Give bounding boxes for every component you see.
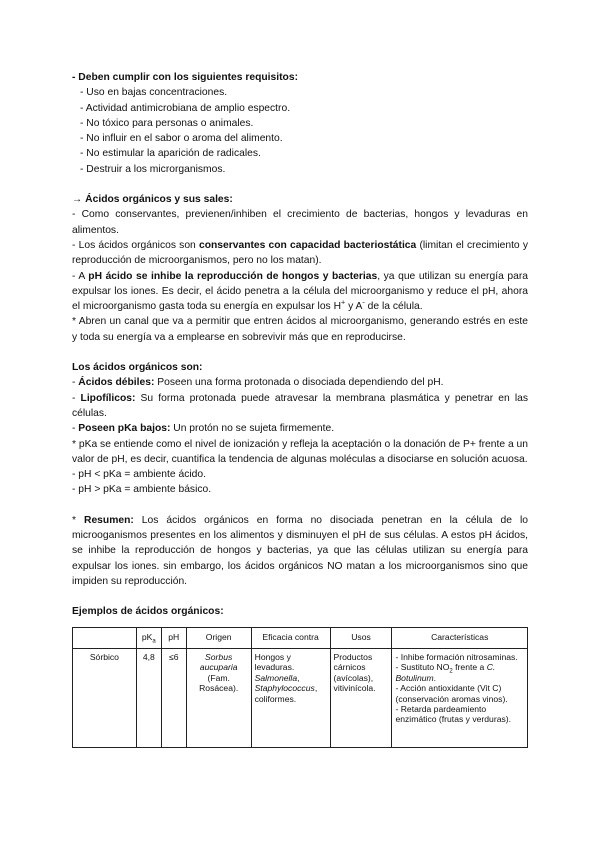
document-page	[72, 70, 528, 620]
table-header-row	[73, 628, 528, 649]
cell-usos: Productos cárnicos (avícolas), vitivinícola.	[330, 649, 392, 748]
header-origen: Origen	[186, 628, 251, 649]
header-pka: $pK_a$	[136, 628, 161, 649]
header-usos: Usos	[330, 628, 392, 649]
acidos-table	[72, 627, 528, 748]
item-pka-bajos: - Poseen pKa bajos: Un protón no se sujeta firmemente.	[72, 423, 335, 435]
paragraph-ph-acido: - A pH ácido se inhibe la reproducción de hongos y bacterias, ya que utilizan su energía para expulsar los iones. Es decir, el ácido penetra a la célula del microorganismo y reduce el pH, ahora el microorganismo gasta toda su energía en expulsar los H+ y A- de la célula.	[72, 270, 528, 313]
item-acidos-debiles: - Ácidos débiles: Poseen una forma protonada o disociada dependiendo del pH.	[72, 377, 444, 389]
header-ph: pH	[161, 628, 186, 649]
cell-pka: 4,8	[136, 649, 161, 748]
resumen-paragraph: * Resumen: Los ácidos orgánicos en forma no disociada penetran en la célula de lo microoganismos presentes en los alimentos y disminuyen el pH de sus células. A estos pH ácidos, se inhibe la reproducción de hongos y bacterias, ya que las células utilizan su energía para expulsar los iones. sin embargo, los ácidos orgánicos NO matan a los microorganismos sino que impiden su reproducción.	[72, 514, 528, 587]
header-eficacia: Eficacia contra	[251, 628, 330, 649]
ph-acido-line: - pH < pKa = ambiente ácido.	[72, 469, 206, 481]
header-blank	[73, 628, 137, 649]
cell-caracteristicas: - Inhibe formación nitrosaminas. - Sustituto $NO_2$ frente a C. Botulinum. - Acción antioxidante (Vit C) (conservación aromas vinos). - Retarda pardeamiento enzimático (frutas y verduras).	[392, 649, 528, 748]
requisitos-heading: - Deben cumplir con los siguientes requisitos:	[72, 72, 298, 83]
paragraph-bacteriostatica: - Los ácidos orgánicos son conservantes con capacidad bacteriostática (limitan el crecimiento y reproducción de microorganismos, pero no los matan).	[72, 239, 528, 267]
requisito-item: - Uso en bajas concentraciones.	[80, 87, 228, 99]
cell-ph: ≤6	[161, 649, 186, 748]
ejemplos-heading: Ejemplos de ácidos orgánicos:	[72, 606, 224, 618]
cell-name: Sórbico	[73, 649, 137, 748]
requisito-item: - No estimular la aparición de radicales.	[80, 148, 261, 160]
paragraph-conservantes: - Como conservantes, previenen/inhiben el crecimiento de bacterias, hongos y levaduras en alimentos.	[72, 209, 528, 236]
arrow-icon: →	[72, 194, 83, 206]
requisito-item: - Destruir a los microrganismos.	[80, 163, 226, 175]
son-heading: Los ácidos orgánicos son:	[72, 362, 203, 374]
item-lipofilicos: - Lipofílicos: Su forma protonada puede atravesar la membrana plasmática y penetrar en las células.	[72, 392, 528, 419]
header-caracteristicas: Características	[392, 628, 528, 649]
requisito-item: - No influir en el sabor o aroma del alimento.	[80, 133, 283, 145]
requisito-item: - No tóxico para personas o animales.	[80, 117, 254, 129]
requisito-item: - Actividad antimicrobiana de amplio espectro.	[80, 102, 291, 114]
pka-note: * pKa se entiende como el nivel de ionización y refleja la aceptación o la donación de P+ frente a un valor de pH, es decir, cuantifica la tendencia de algunas moléculas a disociarse en solución acuosa.	[72, 438, 528, 465]
ph-basico-line: - pH > pKa = ambiente básico.	[72, 484, 212, 496]
table-row	[73, 649, 528, 748]
cell-origen: Sorbus aucuparia (Fam. Rosácea).	[186, 649, 251, 748]
acidos-sales-heading: → Ácidos orgánicos y sus sales:	[72, 194, 233, 206]
cell-eficacia: Hongos y levaduras. Salmonella, Staphylococcus, coliformes.	[251, 649, 330, 748]
paragraph-canal: * Abren un canal que va a permitir que entren ácidos al microorganismo, generando estrés en este y toda su energía va a emplearse en sobrevivir más que en reproducirse.	[72, 316, 528, 343]
